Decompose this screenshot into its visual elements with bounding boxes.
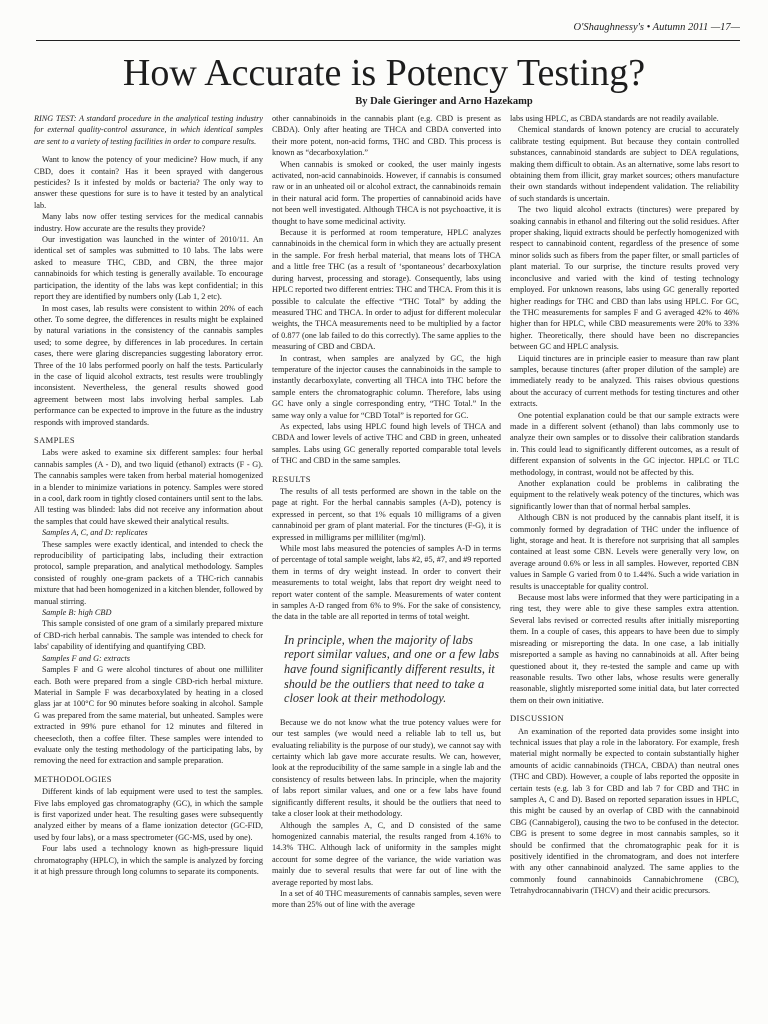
paragraph: When cannabis is smoked or cooked, the user mainly ingests activated, non-acid cannabinoids. However, if cannabis is consumed raw or in an unheated oil or alcohol extract, the cannabinoids remain in their natural acid form. The properties of cannabinoid acids have not been well investigated. Although THCA is not psychoactive, it is thought to have some medicinal activity. — [272, 159, 501, 226]
paragraph: Although the samples A, C, and D consisted of the same homogenized cannabis material, the results ranged from 4.16% to 14.3% THC. Although lack of uniformity in the samples might account for some degree of the variance, the wide variation was mainly due to several results that were far out of line with the average reported by most labs. — [272, 820, 501, 887]
paragraph: Many labs now offer testing services for the medical cannabis industry. How accurate are the results they provide? — [34, 212, 263, 233]
paragraph: Another explanation could be problems in calibrating the equipment to the relatively weak potency of the tinctures, which was significantly lower than that of normal herbal samples. — [510, 479, 739, 511]
subheading: Samples A, C, and D: replicates — [42, 528, 148, 538]
subheading: Samples F and G: extracts — [42, 653, 130, 663]
section-heading-samples: SAMPLES — [34, 434, 76, 445]
paragraph: In most cases, lab results were consistent to within 20% of each other. To some degree, the differences in results might be explained by natural variations in the consistency of the cannabis samples used; to some degree, by differences in lab procedures. In certain cases, there were glaring discrepancies suggesting laboratory error. Three of the 10 labs performed poorly on half the tests. Particularly in the case of liquid alcohol extracts, test results were troublingly inconsistent. Nevertheless, the general results showed good agreement between most labs involving herbal samples. Lab performance can be expected to improve in the future as the industry responds with improved standards. — [34, 303, 263, 427]
paragraph: other cannabinoids in the cannabis plant (e.g. CBD is present as CBDA). Only after heating are THCA and CBDA converted into their more potent, non-acid forms, THC and CBD. This process is known as “decarboxylation.” — [272, 114, 501, 158]
paragraph: An examination of the reported data provides some insight into technical issues that play a role in the laboratory. For example, fresh material might normally be expected to contain substantially higher amounts of acidic cannabinoids (THCA, CBDA) than neutral ones (THC and CBD). However, a couple of labs reported the opposite in certain tests (e.g. lab 3 for CBD and lab 7 for CBD and THC in samples A, C and D). Based on reported separation issues in HPLC, this might be caused by an overlap of CBD with the cannabinoid CBG (Cannabigerol), causing the two to be confused in the detector. CBG is present to some degree in most cannabis samples, so it should be confirmed that the chromatographic peak for it is positively identified in the chromatogram, and does not interfere with any other cannabinoid analyzed. The same applies to the commonly found cannabinoids Cannabichromene (CBC), Tetrahydrocannabivarin (THCV) and their acidic precursors. — [510, 726, 739, 896]
paragraph: While most labs measured the potencies of samples A-D in terms of percentage of total sample weight, labs #2, #5, #7, and #9 reported them in terms of dry weight instead. In order to convert their measurements to total weight, labs that report dry weight need to report water content of the sample. Measurements of water content in samples A-D ranged from 6% to 9%. For the sake of consistency, the data in the table are all reported in terms of total weight. — [272, 544, 501, 622]
header-rule — [36, 40, 740, 41]
text-column-2 — [272, 113, 501, 1018]
paragraph: Want to know the potency of your medicine? How much, if any CBD, does it contain? Has it been sprayed with dangerous pesticides? Is it infested by molds or bacteria? The only way to answer these questions for sure is to have it tested by an analytical lab. — [34, 155, 263, 210]
section-heading-results: RESULTS — [272, 473, 311, 484]
text-column-3 — [510, 113, 739, 1018]
subheading: Sample B: high CBD — [42, 608, 112, 618]
paragraph: Liquid tinctures are in principle easier to measure than raw plant samples, because tinctures (after proper dilution of the sample) are immediately ready to be analyzed. This raises obvious questions about the accuracy of current methods for testing tinctures and other extracts. — [510, 353, 739, 409]
paragraph: Because it is performed at room temperature, HPLC analyzes cannabinoids in the chemical form in which they are actually present in the sample. For fresh herbal material, that means lots of THCA and a little free THC (as a result of ‘spontaneous’ decarboxylation during harvest, processing and storage). Consequently, labs using HPLC reported two different entries: THC and THCA. From this it is possible to calculate the effective “THC Total” by adding the measured THC and THCA. In order to adjust for different molecular weights, the THCA measurements need to be multiplied by a factor of 0.877 (one lab failed to do this correctly). The same applies to the measuring of CBD and CBDA. — [272, 228, 501, 352]
paragraph: One potential explanation could be that our sample extracts were made in a different solvent (ethanol) than labs commonly use to analyze their own samples or to dissolve their calibration standards in. This could lead to significantly different outcomes, as a result of different expansion of solvents in the GC injector. HPLC or TLC methodology, in contrast, would not be affected by this. — [510, 410, 739, 477]
paragraph: The two liquid alcohol extracts (tinctures) were prepared by soaking cannabis in ethanol and filtering out the solid residues. After proper shaking, liquid extracts should be perfectly homogenized with respect to cannabinoid content, regardless of the presence of some minor solids such as fibers from the paper filter, or small particles of plant material. To our surprise, the tincture results proved very inconclusive and varied with the kind of testing technology employed. For unknown reasons, labs using GC generally reported higher readings for THC and CBD than labs using HPLC. For GC, the THC measurements for samples F and G averaged 42% to 46% higher than for HPLC, while CBD measurements were 20% to 33% higher. Theoretically, there should have been no discrepancies between GC and HPLC analysis. — [510, 205, 739, 352]
article-title: How Accurate is Potency Testing? — [122, 52, 646, 94]
paragraph: Different kinds of lab equipment were used to test the samples. Five labs employed gas chromatography (GC), in which the sample is first vaporized under heat. The resulting gases were subsequently analyzed either by means of a flame ionization detector (GC-FID, used by four labs), or a mass spectrometer (GC-MS, used by one). — [34, 787, 263, 842]
paragraph: Samples F and G were alcohol tinctures of about one milliliter each. Both were prepared from a single CBD-rich herbal mixture. Material in Sample F was decarboxylated by heating in a closed glass jar at 100°C for 90 minutes before soaking in alcohol. Sample G was prepared from the same material, but unheated. Samples were extracted in 99% pure ethanol for 12 minutes and filtered in cheesecloth, then a coffee filter. These samples were intended to evaluate only the testing methodology of the participating labs, by removing the need for extraction and sample preparation. — [34, 665, 263, 766]
paragraph: Four labs used a technology known as high-pressure liquid chromatography (HPLC), in which the sample is analyzed by forcing it at high pressure through long columns to separate its components. — [34, 844, 263, 876]
paragraph: In contrast, when samples are analyzed by GC, the high temperature of the injector causes the cannabinoids in the sample to instantly decarboxylate, converting all THCA into THC before the sample enters the chromatographic column. Therefore, labs using GC have only a single corresponding entry, “THC Total.” In the same way only a value for “CBD Total” is reported for GC. — [272, 353, 501, 420]
byline: By Dale Gieringer and Arno Hazekamp — [355, 96, 533, 107]
paragraph: Labs were asked to examine six different samples: four herbal cannabis samples (A - D), and two liquid (ethanol) extracts (F - G). The cannabis samples were taken from herbal material homogenized in a blender to minimize variations in potency. Samples were stored in a cool, dark room in tightly closed containers until sent to the labs. All testing was blinded: labs did not receive any information about the samples that could have skewed their analytical results. — [34, 448, 263, 526]
paragraph: These samples were exactly identical, and intended to check the reproducibility of participating labs, including their extraction protocol, sample preparation, and analytical methodology. Samples consisted of roughly one-gram packets of a THC-rich cannabis mixture that had been homogenized in a kitchen blender, followed by manual stirring. — [34, 539, 263, 606]
paragraph: Because most labs were informed that they were participating in a ring test, they were able to give these samples extra attention. Several labs revised or corrected results after initially misreporting them. In a couple of cases, this appears to have been due to simply misreading or misreporting the data. In one case, a lab initially misreported a sample as having no cannabinoids at all. After being questioned about it, they re-tested the sample and came up with reasonable results. Two other labs, whose results were generally reasonable, slightly misreported some initial data, but later corrected them on their own initiative. — [510, 593, 739, 705]
paragraph: Although CBN is not produced by the cannabis plant itself, it is commonly formed by degradation of THC under the influence of light, storage and heat. It is therefore not surprising that all samples contained at least some CBN. Levels were generally very low, on average around 0.6% or less in all samples. However, reported CBN values in Sample G varied from 0 to 1.44%. Such a wide variation in results is unacceptable for quality control. — [510, 513, 739, 591]
paragraph: Our investigation was launched in the winter of 2010/11. An identical set of samples was submitted to 10 labs. The labs were asked to measure THC, CBD, and CBN, the three major cannabinoids for which testing is generally available. To encourage participation, the identity of the labs was kept confidential; in this report they are identified by numbers only (Lab 1, 2 etc). — [34, 235, 263, 302]
paragraph: As expected, labs using HPLC found high levels of THCA and CBDA and lower levels of active THC and CBD in green, unheated samples. Labs using GC generally reported comparable total levels of THC and CBD in the same samples. — [272, 421, 501, 466]
text-column-1 — [34, 113, 263, 1018]
paragraph: In a set of 40 THC measurements of cannabis samples, seven were more than 25% out of line with the average — [272, 888, 501, 910]
running-header: O'Shaughnessy's • Autumn 2011 —17— — [573, 22, 740, 33]
section-heading-discussion: DISCUSSION — [510, 713, 565, 724]
pull-quote: In principle, when the majority of labs report similar values, and one or a few labs have found significantly different results, it should be the outliers that need to take a closer look at their methodology. — [284, 632, 500, 706]
paragraph: This sample consisted of one gram of a similarly prepared mixture of CBD-rich herbal cannabis. The sample was intended to check for labs' capability of identifying and quantifying CBD. — [34, 619, 263, 652]
intro-paragraph: RING TEST: A standard procedure in the analytical testing industry for external quality-control assurance, in which identical samples are sent to a variety of testing facilities in order to compare results. — [34, 114, 263, 146]
paragraph: Because we do not know what the true potency values were for our test samples (we would need a reliable lab to tell us, but evaluating reliability is the purpose of our study), we cannot say with certainty which lab gave more accurate results. We can, however, look at the reproducibility of the same sample in a single lab and the consistency of results between labs. In principle, when the majority of labs report similar values, and one or a few labs have found significantly different results, it should be the outliers that need to take a closer look at their methodology. — [272, 717, 501, 819]
paragraph: labs using HPLC, as CBDA standards are not readily available. — [510, 114, 719, 123]
paragraph: Chemical standards of known potency are crucial to accurately calibrate testing equipment. But because they contain controlled substances, cannabinoid standards are subject to DEA regulations, making them difficult to obtain. As an alternative, some labs resort to obtaining them from illicit, gray market sources; others manufacture their own standards without independent validation. The reliability of such standards is uncertain. — [510, 125, 739, 203]
section-heading-methodologies: METHODOLOGIES — [34, 773, 112, 784]
paragraph: The results of all tests performed are shown in the table on the page at right. For the herbal cannabis samples (A-D), potency is expressed in percent, so that 1% equals 10 milligrams of a given cannabinoid per gram of plant material. For the tinctures (F-G), it is expressed in milligrams per milliliter (mg/ml). — [272, 487, 501, 542]
